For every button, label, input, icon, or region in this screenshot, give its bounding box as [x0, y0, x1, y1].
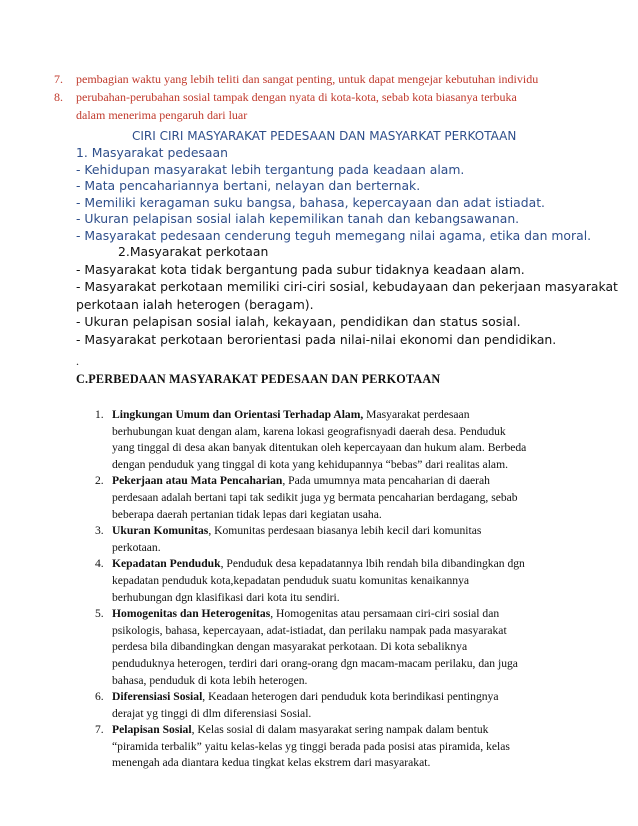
item-text: perkotaan.	[112, 540, 161, 554]
list-item: - Mata pencahariannya bertani, nelayan dan berternak.	[76, 178, 421, 194]
item-text: dengan penduduk yang tinggal di kota yang kehidupannya “bebas” dari realitas alam.	[112, 457, 508, 471]
kota-section	[76, 243, 616, 348]
list-item	[76, 407, 616, 473]
item-text: bahasa, penduduk di kota lebih heterogen.	[112, 673, 308, 687]
item-title: Ukuran Komunitas	[112, 524, 209, 538]
list-item	[54, 88, 629, 106]
item-title: Pelapisan Sosial	[112, 723, 192, 737]
section-heading: CIRI CIRI MASYARAKAT PEDESAAN DAN MASYARKAT PERKOTAAN	[132, 129, 517, 143]
list-item: perkotaan ialah heterogen (beragam).	[76, 296, 314, 312]
item-title: Diferensiasi Sosial	[112, 690, 203, 704]
item-number: 6.	[95, 690, 104, 704]
item-number: 1.	[95, 408, 104, 421]
item-text: , Pada umumnya mata pencaharian di daerah	[282, 474, 490, 488]
item-text: , Kelas sosial di dalam masyarakat sering nampak dalam bentuk	[191, 723, 489, 737]
perbedaan-section	[76, 372, 616, 772]
item-text: beberapa daerah pertanian tidak lepas dari kegiatan usaha.	[112, 507, 382, 521]
item-text: berhubungan dgn klasifikasi dari kota itu sendiri.	[112, 590, 340, 604]
list-item: - Ukuran pelapisan sosial ialah kepemilikan tanah dan kebangsawanan.	[76, 211, 520, 227]
list-item	[76, 606, 616, 689]
item-text: , Komunitas perdesaan biasanya lebih kecil dari komunitas	[208, 524, 482, 538]
list-item	[76, 473, 616, 523]
red-numbered-list	[54, 70, 629, 124]
item-text: “piramida terbalik” yaitu kelas-kelas yg tinggi berada pada posisi atas piramida, kelas	[112, 739, 510, 753]
item-number: 7.	[54, 72, 63, 86]
item-number: 5.	[95, 607, 104, 621]
list-item	[76, 523, 616, 556]
item-number: 3.	[95, 524, 104, 538]
item-text: berhubungan kuat dengan alam, karena lokasi geografisnyadi daerah desa. Penduduk	[112, 424, 506, 438]
perbedaan-list	[76, 407, 616, 772]
item-title: Lingkungan Umum dan Orientasi Terhadap Alam,	[112, 408, 364, 421]
item-text: , Homogenitas atau persamaan ciri-ciri sosial dan	[270, 607, 500, 621]
list-item: - Memiliki keragaman suku bangsa, bahasa, kepercayaan dan adat istiadat.	[76, 194, 545, 210]
item-text: psikologis, bahasa, kepercayaan, adat-istiadat, dan perilaku nampak pada masyarakat	[112, 623, 507, 637]
list-item: - Masyarakat pedesaan cenderung teguh memegang nilai agama, etika dan moral.	[76, 227, 592, 243]
list-item: - Masyarakat perkotaan memiliki ciri-ciri sosial, kebudayaan dan pekerjaan masyarakat	[76, 279, 618, 295]
list-item	[76, 689, 616, 722]
item-text: pembagian waktu yang lebih teliti dan sangat penting, untuk dapat mengejar kebutuhan individu	[76, 72, 539, 86]
item-text: perdesaan adalah bertani tapi tak sedikit juga yg bermata pencaharian berdagang, sebab	[112, 490, 518, 504]
list-item	[76, 722, 616, 772]
list-item	[76, 556, 616, 606]
list-item	[54, 70, 629, 88]
subsection-title: 2.Masyarakat perkotaan	[118, 244, 269, 259]
item-number: 2.	[95, 474, 104, 488]
item-number: 7.	[95, 723, 104, 737]
item-continuation: dalam menerima pengaruh dari luar	[76, 108, 248, 122]
list-item: - Kehidupan masyarakat lebih tergantung pada keadaan alam.	[76, 161, 465, 177]
item-title: Kepadatan Penduduk	[112, 557, 221, 571]
list-item: - Ukuran pelapisan sosial ialah, kekayaan, pendidikan dan status sosial.	[76, 314, 521, 330]
ciri-section	[76, 128, 616, 245]
item-text: kepadatan penduduk kota,kepadatan penduduk suatu komunitas kenaikannya	[112, 573, 470, 587]
section-heading: C.PERBEDAAN MASYARAKAT PEDESAAN DAN PERKOTAAN	[76, 372, 441, 386]
item-text: Masyarakat perdesaan	[363, 408, 470, 421]
item-text: menengah ada diantara kedua tingkat kelas ekstrem dari masyarakat.	[112, 756, 431, 770]
item-text: yang tinggal di desa akan banyak ditentukan oleh kepercayaan dan hukum alam. Berbeda	[112, 441, 527, 455]
item-title: Pekerjaan atau Mata Pencaharian	[112, 474, 283, 488]
item-text: perubahan-perubahan sosial tampak dengan nyata di kota-kota, sebab kota biasanya terbuka	[76, 90, 517, 104]
list-item: - Masyarakat kota tidak bergantung pada subur tidaknya keadaan alam.	[76, 262, 525, 277]
item-title: Homogenitas dan Heterogenitas	[112, 607, 271, 621]
list-item: - Masyarakat perkotaan berorientasi pada nilai-nilai ekonomi dan pendidikan.	[76, 331, 557, 347]
item-text: , Penduduk desa kepadatannya lbih rendah bila dibandingkan dgn	[220, 557, 525, 571]
item-text: perdesa bila dibandingkan dengan masyarakat perkotaan. Di kota sebaliknya	[112, 640, 468, 654]
subsection-title: 1. Masyarakat pedesaan	[76, 145, 228, 160]
item-text: , Keadaan heterogen dari penduduk kota berindikasi pentingnya	[202, 690, 499, 704]
stray-dot: .	[76, 354, 79, 368]
item-text: penduduknya heterogen, terdiri dari orang-orang dgn macam-macam perilaku, dan juga	[112, 656, 518, 670]
item-text: derajat yg tinggi di dlm diferensiasi Sosial.	[112, 706, 312, 720]
item-number: 4.	[95, 557, 104, 571]
item-number: 8.	[54, 90, 63, 104]
